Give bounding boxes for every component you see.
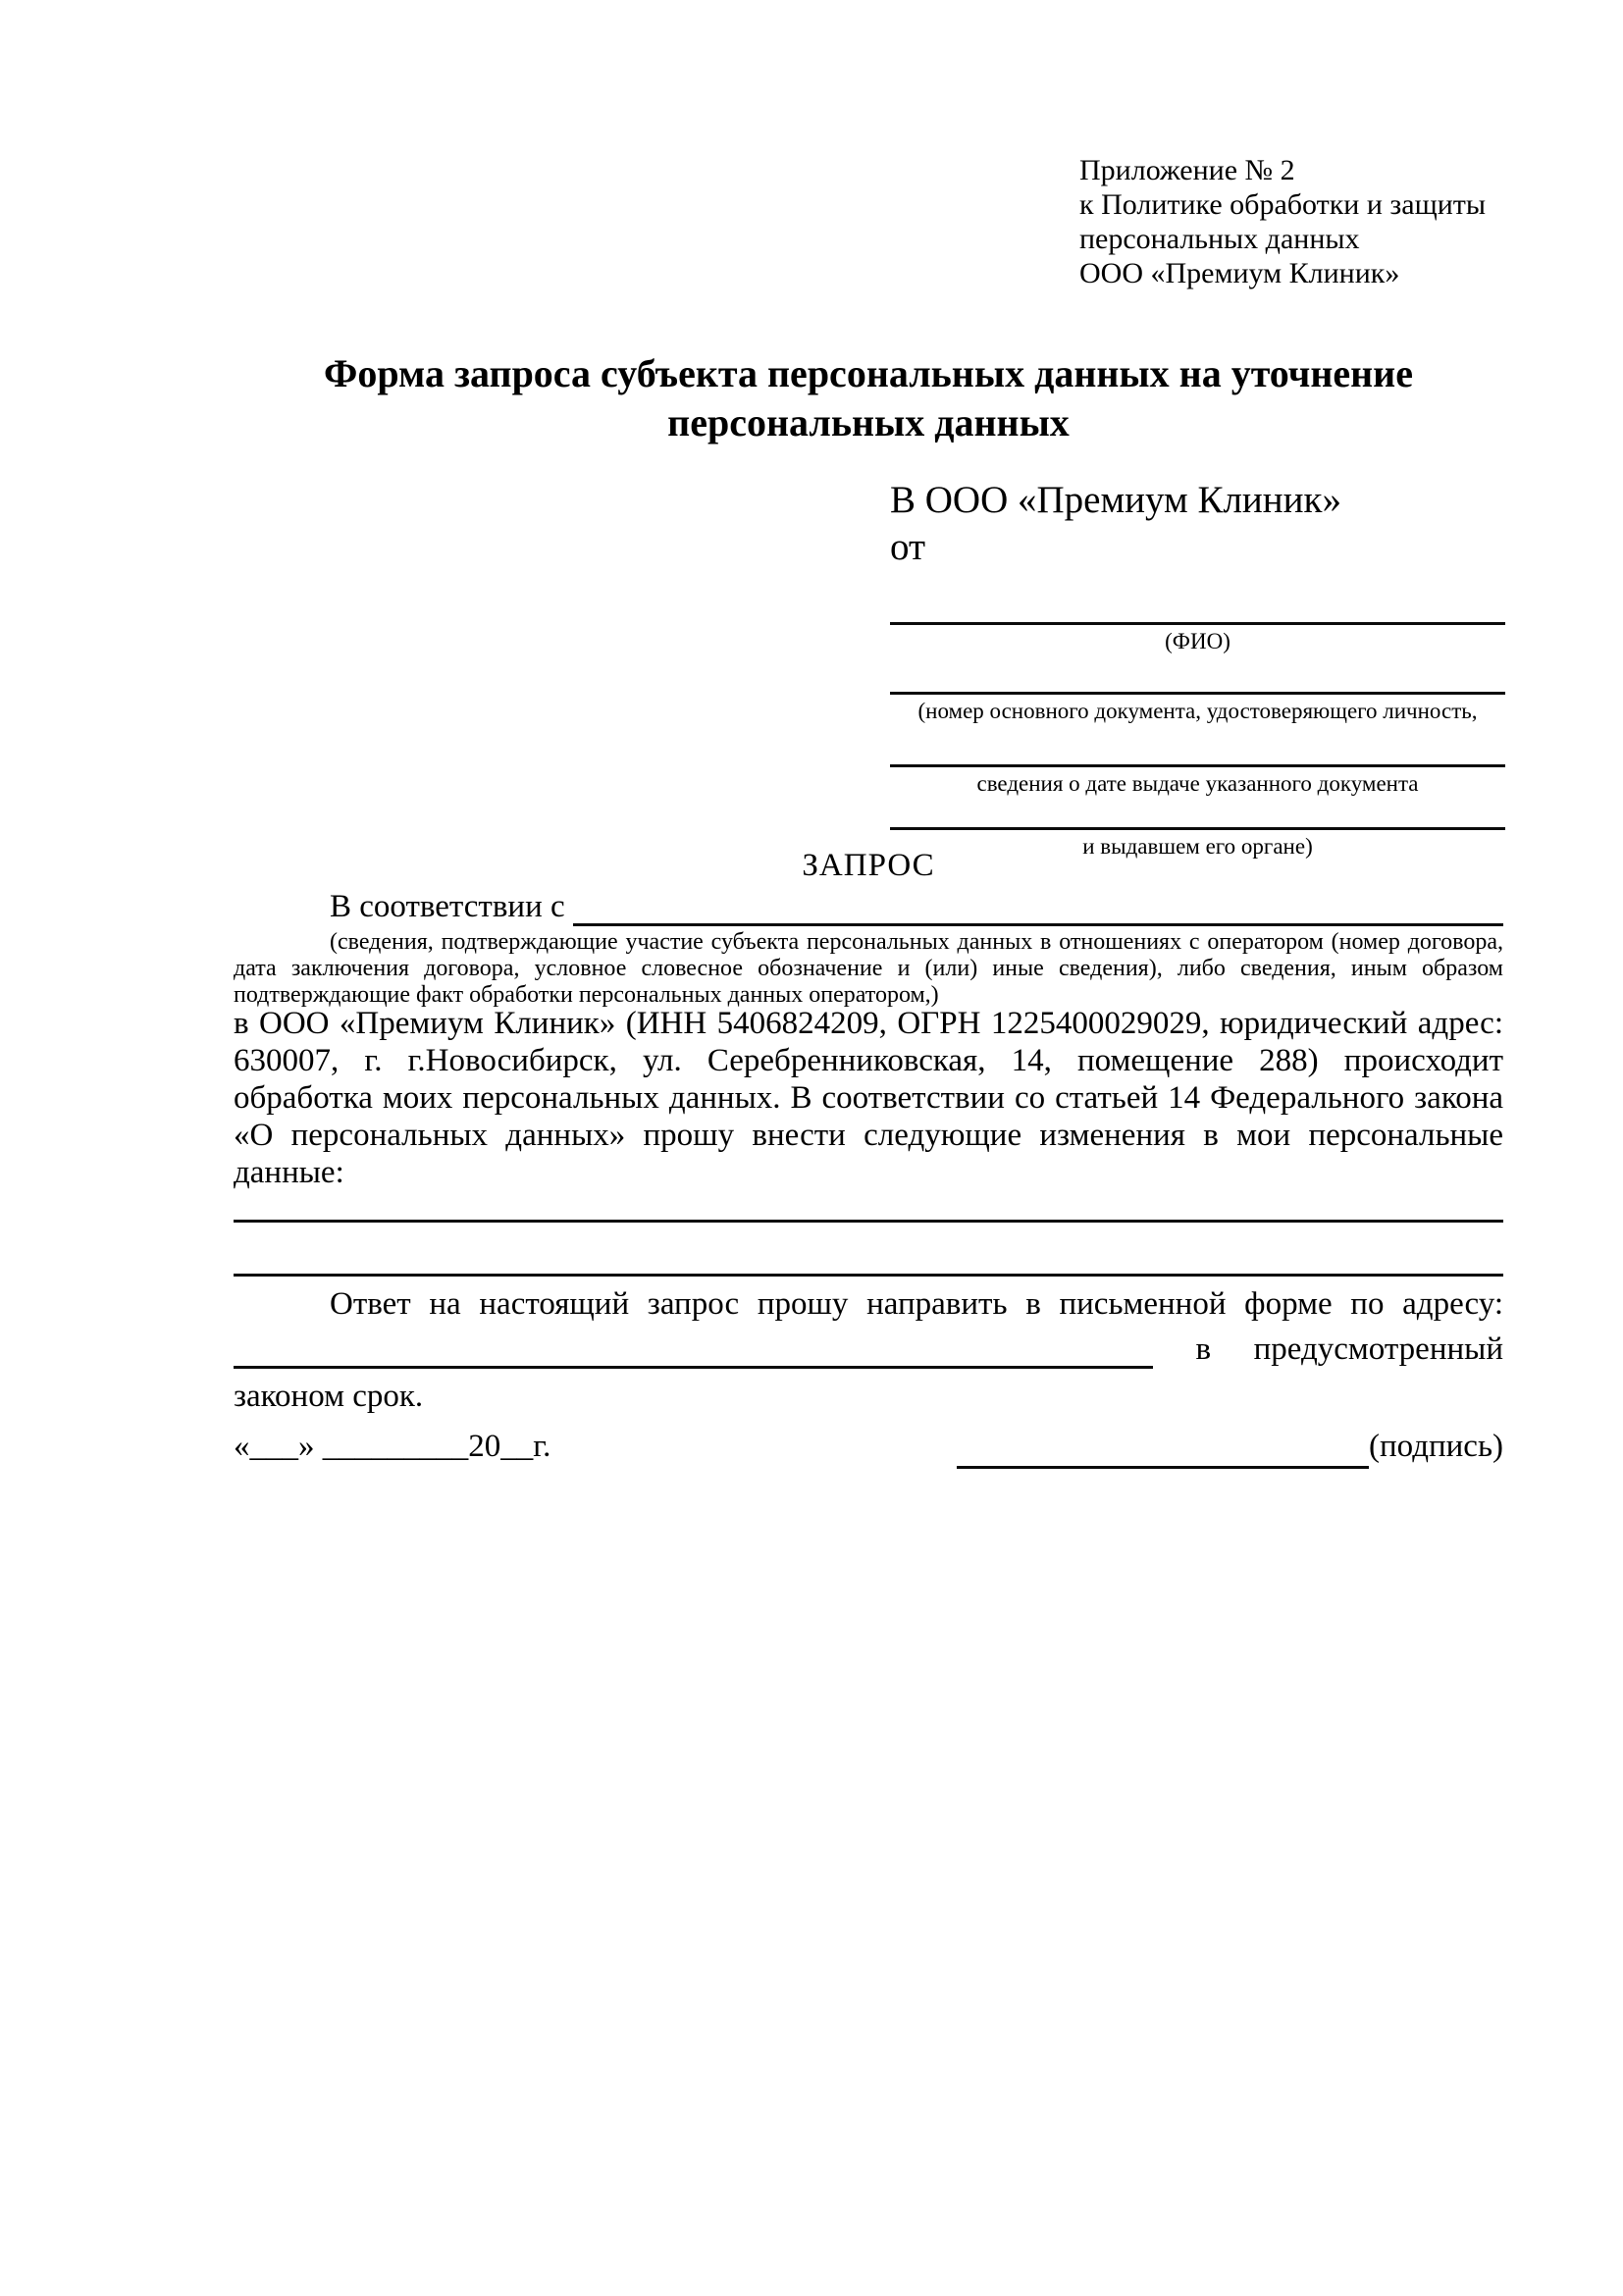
doc-date-blank-line — [890, 764, 1505, 767]
date-signature-row — [234, 1425, 1503, 1469]
fio-caption: (ФИО) — [1165, 629, 1230, 653]
answer-paragraph — [234, 1284, 1503, 1416]
addressee-to: В ООО «Премиум Клиник» — [890, 479, 1341, 521]
signature-caption: (подпись) — [1369, 1429, 1503, 1464]
addressee-block — [890, 477, 1505, 861]
details-blank-line-2 — [234, 1274, 1503, 1277]
header-note-line: к Политике обработки и защиты — [1079, 188, 1487, 221]
request-body-paragraph: в ООО «Премиум Клиник» (ИНН 5406824209, ОГРН 1225400029029, юридический адрес: 630007, г. г.Новосибирск, ул. Серебренниковская, 14, помещение 288) происходит обработка моих персональных данных. В соответствии со статьей 14 Федерального закона «О персональных данных» прошу внести следующие изменения в мои персональные данные: — [234, 1006, 1503, 1190]
answer-word-v: в — [1195, 1331, 1212, 1367]
signature-blank-line — [957, 1427, 1369, 1469]
header-note-line: персональных данных — [1079, 223, 1360, 255]
accordance-blank-line — [573, 890, 1503, 926]
fio-blank-line — [890, 622, 1505, 625]
fine-print-note: (сведения, подтверждающие участие субъекта персональных данных в отношениях с оператором (номер договора, дата заключения договора, условное словесное обозначение и (или) иные сведения), либо сведения, иным образом подтверждающие факт обработки персональных данных оператором,) — [234, 929, 1503, 1008]
answer-word-predusmotrenny: предусмотренный — [1253, 1331, 1503, 1367]
page-title: Форма запроса субъекта персональных данных на уточнение персональных данных — [324, 351, 1413, 444]
accordance-line — [234, 887, 1503, 926]
header-note — [1079, 153, 1531, 290]
answer-line-3: законом срок. — [234, 1379, 424, 1414]
doc-number-caption: (номер основного документа, удостоверяющего личность, — [917, 699, 1478, 723]
answer-line-2 — [234, 1324, 1503, 1369]
header-note-line: Приложение № 2 — [1079, 154, 1295, 186]
address-blank-line — [234, 1327, 1153, 1369]
doc-issuer-blank-line — [890, 827, 1505, 830]
doc-number-blank-line — [890, 692, 1505, 695]
accordance-prefix: В соответствии с — [330, 889, 565, 924]
request-heading: ЗАПРОС — [802, 848, 935, 883]
doc-issuer-caption: и выдавшем его органе) — [1082, 834, 1313, 859]
header-note-line: ООО «Премиум Клиник» — [1079, 257, 1400, 289]
answer-line-1: Ответ на настоящий запрос прошу направить в письменной форме по адресу: — [330, 1286, 1503, 1322]
doc-date-caption: сведения о дате выдаче указанного документа — [976, 771, 1419, 796]
details-blank-line-1 — [234, 1220, 1503, 1223]
addressee-from-label: от — [890, 526, 926, 568]
date-blank-text: «___» _________20__г. — [234, 1429, 551, 1464]
